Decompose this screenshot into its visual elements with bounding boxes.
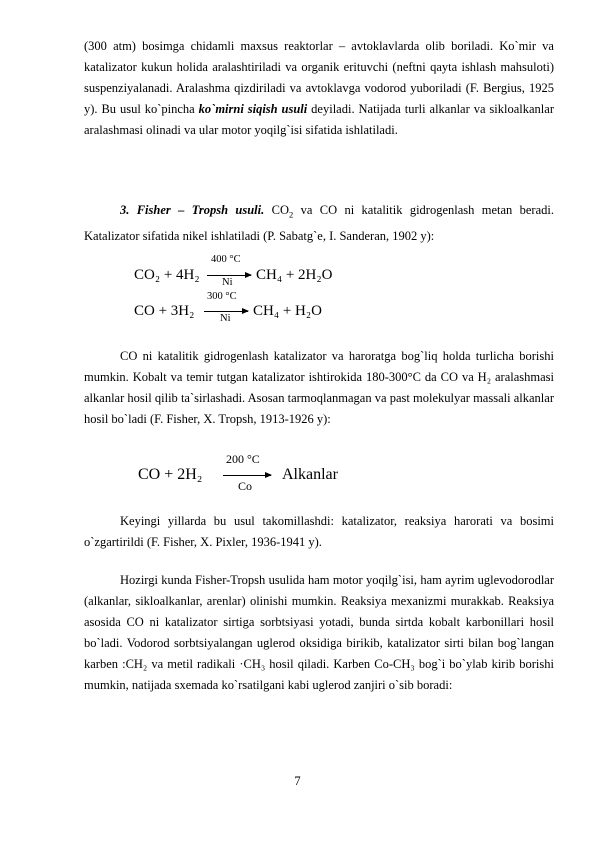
- equation-reactants: CO + 2H₂: [138, 466, 203, 483]
- equation-condition-temperature: 300 °C: [207, 291, 237, 302]
- equation-reactants: CO + 3H₂: [134, 303, 195, 319]
- equation-condition-catalyst: Ni: [220, 313, 231, 324]
- equation-products: CH₄ + H₂O: [253, 303, 322, 319]
- subscript: 2: [288, 209, 294, 220]
- reaction-arrow-icon: [207, 275, 251, 276]
- paragraph-autoclave: [84, 36, 554, 141]
- page-number: 7: [294, 774, 301, 788]
- equation-methanation-co: [134, 291, 354, 330]
- paragraph-improvements: [84, 511, 554, 553]
- paragraph-text-a: (300 atm) bosimga chidamli maxsus reaktorlar – avtoklavlarda olib boriladi. Ko`mir va katalizator kukun holida aralashtiriladi va organik erituvchi (neftni qayta ishlash mahsuloti) suspenziyalanadi. Aralashma qizdiriladi va avtoklavga vodorod yuboriladi (F. Bergius, 1925 y). Bu usul ko`pincha: [84, 39, 554, 116]
- section-heading: 3. Fisher – Tropsh usuli.: [120, 203, 265, 217]
- paragraph-mechanism: [84, 570, 554, 696]
- equation-reactants: CO₂ + 4H₂: [134, 267, 200, 283]
- equation-condition-temperature: 400 °C: [211, 254, 241, 265]
- paragraph-text: Keyingi yillarda bu usul takomillashdi: katalizator, reaksiya harorati va bosimi o`zgartirildi (F. Fisher, X. Pixler, 1936-1941 y).: [84, 514, 554, 549]
- equation-condition-catalyst: Ni: [222, 277, 233, 288]
- equation-methanation-co2: [134, 254, 354, 292]
- equation-condition-temperature: 200 °C: [226, 452, 260, 466]
- equation-condition-catalyst: Co: [238, 479, 253, 493]
- equation-products: Alkanlar: [282, 466, 338, 483]
- emphasis-coal-pressing-method: ko`mirni siqish usuli: [198, 102, 308, 116]
- paragraph-text-a: CO: [264, 203, 289, 217]
- equation-fischer-tropsch: [138, 452, 378, 494]
- reaction-arrow-icon: [204, 311, 248, 312]
- paragraph-text-b: deyiladi. Natijada turli alkanlar va sikloalkanlar aralashmasi olinadi va ular motor yoqilg`isi sifatida ishlatiladi.: [84, 102, 554, 137]
- paragraph-fischer-tropsch-intro: [84, 200, 554, 247]
- paragraph-text-b: va CO ni katalitik gidrogenlash metan beradi. Katalizator sifatida nikel ishlatiladi (P. Sabatg`e, I. Sanderan, 1902 y):: [84, 203, 554, 243]
- reaction-arrow-icon: [223, 475, 271, 476]
- paragraph-catalytic-hydrogenation: [84, 346, 554, 430]
- paragraph-text: CO ni katalitik gidrogenlash katalizator va haroratga bog`liq holda turlicha borishi mumkin. Kobalt va temir tutgan katalizator ishtirokida 180-300°C da CO va H₂ aralashmasi alkanlar hosil qilib ta`sirlashadi. Asosan tarmoqlanmagan va past molekulyar massali alkanlar hosil bo`ladi (F. Fisher, X. Tropsh, 1913-1926 y):: [84, 349, 554, 426]
- paragraph-text: Hozirgi kunda Fisher-Tropsh usulida ham motor yoqilg`isi, ham ayrim uglevodorodlar (alkanlar, sikloalkanlar, arenlar) olinishi mumkin. Reaksiya mexanizmi murakkab. Reaksiya asosida CO ni katalizator sirtiga sorbtsiyasi yotadi, bunda sirtda kobalt karbonillari hosil bo`ladi. Vodorod sorbtsiyalangan uglerod oksidiga birikib, katalizator sirti bilan bog`langan karben :CH₂ va metil radikali ·CH₃ hosil qiladi. Karben Co-CH₃ bog`i bo`ylab kirib borishi mumkin, natijada sxemada ko`rsatilgani kabi uglerod zanjiri o`sib boradi:: [84, 573, 554, 692]
- equation-products: CH₄ + 2H₂O: [256, 267, 333, 283]
